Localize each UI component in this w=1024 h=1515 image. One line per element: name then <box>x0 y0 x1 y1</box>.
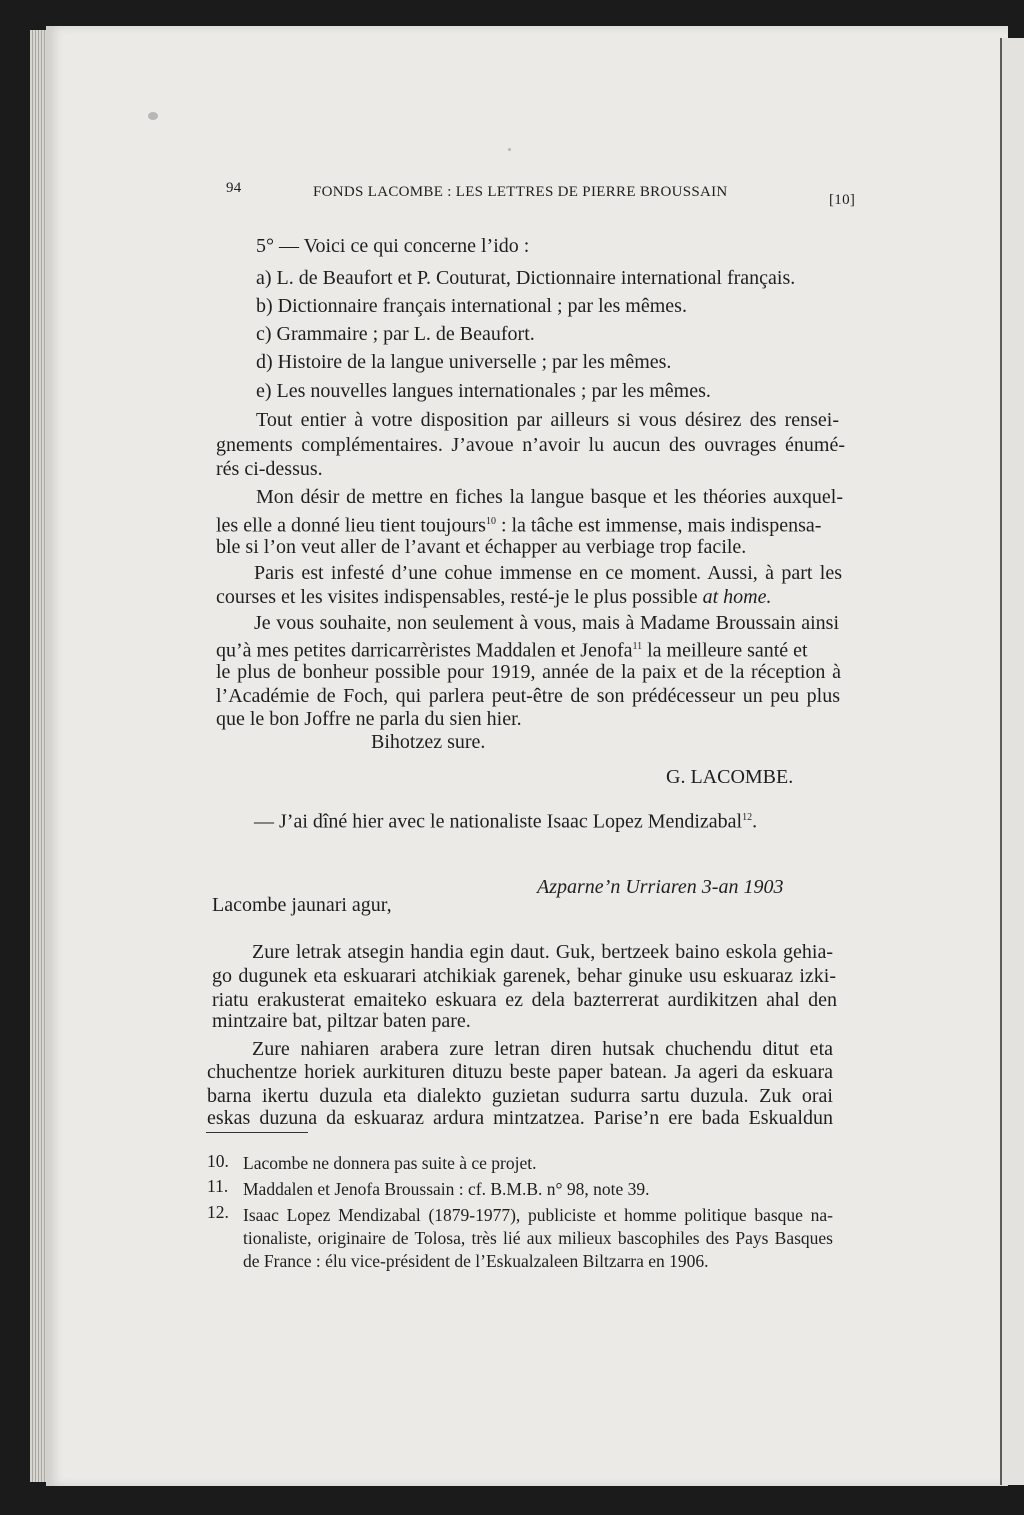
running-title: FONDS LACOMBE : LES LETTRES DE PIERRE BROUSSAIN <box>313 184 728 200</box>
paragraph-line: que le bon Joffre ne parla du sien hier. <box>216 708 522 730</box>
paragraph-line: Mon désir de mettre en fiches la langue basque et les théories auxquel- <box>256 486 843 508</box>
paragraph-line: Paris est infesté d’une cohue immense en ce moment. Aussi, à part les <box>254 562 842 584</box>
paragraph-line: qu’à mes petites darricarrèristes Maddalen et Jenofa$^{11}$ la meilleure santé et <box>216 639 808 662</box>
paragraph-line: Zure letrak atsegin handia egin daut. Guk, bertzeek baino eskola gehia- <box>252 941 833 963</box>
footnote-number: 10. <box>207 1151 229 1171</box>
item-5-heading: 5° — Voici ce qui concerne l’ido : <box>256 235 530 257</box>
footnote-number: 11. <box>207 1176 229 1196</box>
list-item-c: c) Grammaire ; par L. de Beaufort. <box>256 323 535 345</box>
paragraph-line: chuchentze horiek aurkituren dituzu beste paper batean. Ja ageri da eskuara <box>207 1061 833 1083</box>
footnote-text: Lacombe ne donnera pas suite à ce projet. <box>243 1153 537 1173</box>
paragraph-line: Je vous souhaite, non seulement à vous, mais à Madame Broussain ainsi <box>254 612 839 634</box>
paragraph-line: l’Académie de Foch, qui parlera peut-être de son prédécesseur un peu plus <box>216 685 840 707</box>
list-item-b: b) Dictionnaire français international ; par les mêmes. <box>256 295 687 317</box>
postscript: — J’ai dîné hier avec le nationaliste Isaac Lopez Mendizabal$^{12}$. <box>254 810 758 833</box>
paragraph-line: riatu erakusterat emaiteko eskuara ez dela bazterrerat aurdikitzen ahal den <box>212 989 837 1011</box>
section-mark: [10] <box>829 192 856 208</box>
paragraph-line: le plus de bonheur possible pour 1919, année de la paix et de la réception à <box>216 661 841 683</box>
paragraph-line: go dugunek eta eskuarari atchikiak garenek, behar ginuke usu eskuaraz izki- <box>212 965 836 987</box>
paragraph-line: courses et les visites indispensables, resté-je le plus possible at home. <box>216 586 772 608</box>
paragraph-line: Tout entier à votre disposition par ailleurs si vous désirez des rensei- <box>256 409 839 431</box>
paragraph-line: ble si l’on veut aller de l’avant et échapper au verbiage trop facile. <box>216 536 747 558</box>
paragraph-line: rés ci-dessus. <box>216 458 323 480</box>
footnote-text: Isaac Lopez Mendizabal (1879-1977), publiciste et homme politique basque na- <box>243 1205 833 1225</box>
footnote-ref-10[interactable]: 10 <box>485 516 496 527</box>
list-item-e: e) Les nouvelles langues internationales ; par les mêmes. <box>256 380 711 402</box>
paper-speck <box>508 148 511 151</box>
closing: Bihotzez sure. <box>371 731 486 753</box>
footnote-number: 12. <box>207 1202 229 1222</box>
footnote-ref-12[interactable]: 12 <box>742 812 753 823</box>
page-number: 94 <box>226 180 242 196</box>
signature: G. LACOMBE. <box>666 766 794 788</box>
paragraph-line: Zure nahiaren arabera zure letran diren hutsak chuchendu ditut eta <box>252 1038 833 1060</box>
list-item-d: d) Histoire de la langue universelle ; par les mêmes. <box>256 351 672 373</box>
footnote-ref-11[interactable]: 11 <box>632 641 643 652</box>
footnote-text: de France : élu vice-président de l’Eskualzaleen Biltzarra en 1906. <box>243 1251 709 1271</box>
paragraph-line: gnements complémentaires. J’avoue n’avoir lu aucun des ouvrages énumé- <box>216 434 845 456</box>
next-page-edge <box>1000 38 1024 1485</box>
list-item-a: a) L. de Beaufort et P. Couturat, Dictionnaire international français. <box>256 267 796 289</box>
paragraph-line: eskas duzuna da eskuaraz ardura mintzatzea. Parise’n ere bada Eskualdun <box>207 1107 833 1129</box>
paragraph-line: mintzaire bat, piltzar baten pare. <box>212 1010 471 1032</box>
footnote-text: tionaliste, originaire de Tolosa, très lié aux milieux bascophiles des Pays Basques <box>243 1228 833 1248</box>
paragraph-line: les elle a donné lieu tient toujours$^{10}$ : la tâche est immense, mais indispensa- <box>216 514 822 537</box>
place-date: Azparne’n Urriaren 3-an 1903 <box>537 876 784 898</box>
footnote-text: Maddalen et Jenofa Broussain : cf. B.M.B. n° 98, note 39. <box>243 1179 650 1199</box>
paragraph-line: barna ikertu duzula eta dialekto guzietan sudurra sartu duzula. Zuk orai <box>207 1085 833 1107</box>
paper-speck <box>148 112 158 120</box>
salutation: Lacombe jaunari agur, <box>212 894 392 916</box>
footnote-separator <box>206 1132 308 1133</box>
